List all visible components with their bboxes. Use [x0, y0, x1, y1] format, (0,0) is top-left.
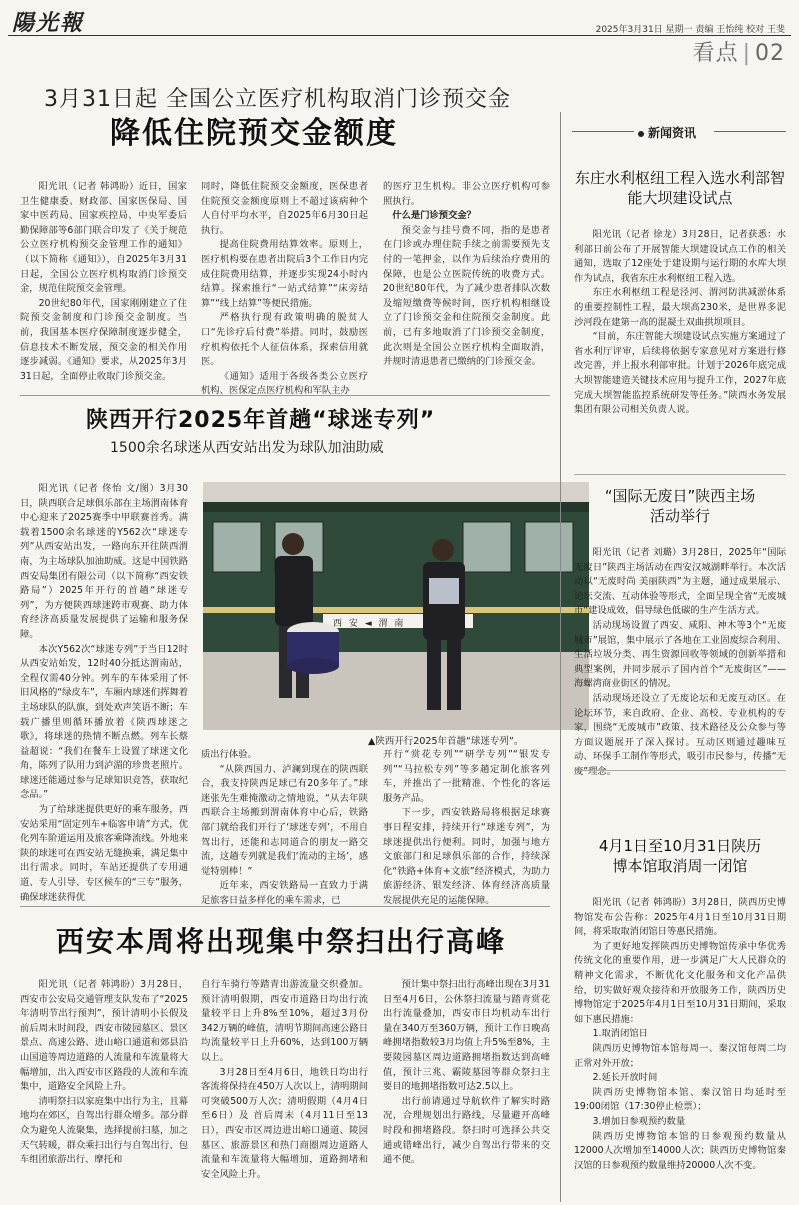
- story3-title: 西安本周将出现集中祭扫出行高峰: [56, 925, 507, 958]
- train-photo: [203, 482, 589, 730]
- story1-p1: 阳光讯（记者 韩鸿盼）近日，国家卫生健康委、财政部、国家医保局、国家中医药局、国家疾控局、中央军委后勤保障部等6部门联合印发了《关于规范公立医疗机构预交金管理工作的通知》（以下简称《通知》），自2025年3月31日起，全国公立医疗机构取消门诊预交金，规范住院预交金管理。: [20, 181, 187, 295]
- story2-p7: 开行“赏花专列”“研学专列”“银发专列”“马拉松专列”等多趟定制化旅客列车，并推出了一批精准、个性化的客运服务产品。: [383, 749, 550, 804]
- sidebar-a1-body: [574, 228, 786, 466]
- sidebar-a1-title: 东庄水利枢纽工程入选水利部智能大坝建设试点: [574, 169, 785, 207]
- newspaper-logo: 陽光報: [12, 10, 85, 36]
- train-photo-illustration: [203, 482, 589, 730]
- story3-col3: [383, 978, 550, 1198]
- sidebar-a2-p2: 活动现场设置了西安、咸阳、神木等3个“无废城市”展馆，集中展示了各地在工业固废综合利用、生活垃圾分类、再生资源回收等领域的创新举措和典型案例，并同步展示了国内首个“无废街区”——海螺湾商业街区的情况。: [574, 619, 786, 690]
- story1-p2: 20世纪80年代，国家刚刚建立了住院预交金制度和门诊预交金制度。当前，我国基本医疗保障制度逐步健全，信息技术不断发展，预交金的相关作用逐步减弱。《通知》要求，从2025年3月31日起，全面停止收取门诊预交金。: [20, 297, 187, 382]
- story2-col2: [201, 748, 368, 906]
- story1-col1: [20, 180, 187, 390]
- sidebar-a3-p8: 陕西历史博物馆本馆的日参观预约数量从12000人次增加至14000人次；陕西历史博物馆秦汉馆的日参观预约数量维持20000人次不变。: [574, 1130, 786, 1171]
- page-number: 02: [755, 41, 785, 66]
- sidebar-a3-p6: 陕西历史博物馆本馆、秦汉馆日均延时至19:00闭馆（17:30停止检票）；: [574, 1086, 786, 1113]
- sidebar-a3-p2: 为了更好地发挥陕西历史博物馆传承中华优秀传统文化的重要作用，进一步满足广大人民群众的精神文化需求，不断优化文化服务和文化产品供给，切实做好观众接待和开放服务工作，陕西历史博物馆定于2025年4月1日至10月31日期间，采取如下惠民措施：: [574, 940, 786, 1025]
- sidebar-a3-p3: 1.取消闭馆日: [592, 1028, 648, 1040]
- story2-subtitle: 1500余名球迷从西安站出发为球队加油助威: [110, 440, 384, 456]
- story1-subhead: 什么是门诊预交金？: [392, 210, 476, 222]
- story2-p5: “从陕西国力、泸澜到现在的陕西联合，我支持陕西足球已有20多年了。”球迷张先生难掩激动之情地说，“从去年陕西联合主场搬到渭南体育中心后，铁路部门就给我们开行了‘球迷专列’，不用自驾出行，还能和志同道合的朋友一路交流，这趟专列就是我们‘流动的主场’，感觉特别棒！”: [201, 763, 368, 877]
- bullet-icon: [638, 131, 644, 137]
- story3-col2: [201, 978, 368, 1198]
- story3-p2: 清明祭扫以家庭集中出行为主，且幕地均在郊区，自驾出行群众增多。部分群众为避免人流聚集，选择提前扫墓，加之天气转暖，群众乘扫出行与自驾出行、包车组团旅游出行、摩托和: [20, 1095, 188, 1166]
- story1-title: 降低住院预交金额度: [110, 116, 398, 151]
- sidebar-a3-title: 4月1日至10月31日陕历博本馆取消周一闭馆: [598, 837, 762, 875]
- sidebar-a3-body: [574, 896, 786, 1202]
- story3-p5: 预计集中祭扫出行高峰出现在3月31日至4月6日，公休祭扫流量与踏青赏花出行流量叠加，西安市日均机动车出行量在340万至360万辆，预计工作日晚高峰拥堵指数较3月均值上升5%至8%，主要陵园墓区周边道路拥堵指数达到高峰值，预计三兆、霸陵墓园等群众祭扫主要目的地拥堵指数可达2.5以上。: [383, 979, 550, 1093]
- story2-col3: [383, 748, 550, 906]
- story1-p5: 严格执行现有政策明确的脱贫人口“先诊疗后付费”举措。同时，鼓励医疗机构依托个人征信体系，探索信用就医。: [201, 312, 368, 368]
- story2-p1: 阳光讯（记者 佟怡 文/图）3月30日，陕西联合足球俱乐部在主场渭南体育中心迎来了2025赛季中甲联赛首秀。满载着1500余名球迷的Y562次“球迷专列”从西安站出发，一路向东开往陕西渭南，为主场球队加油助威。这是中国铁路西安局集团有限公司（以下简称“西安铁路局”）2025年开行的首趟“球迷专列”，为方便陕西球迷跨市观赛、助力体育经济高质量发展提供了运输和服务保障。: [20, 483, 188, 640]
- story1-p4: 提高住院费用结算效率。原则上，医疗机构要在患者出院后3个工作日内完成住院费用结算，并逐步实现24小时内结算。探索推行“一站式结算”“床旁结算”“线上结算”等便民措施。: [201, 239, 368, 309]
- story3-p4: 3月28日至4月6日，地铁日均出行客流将保持在450万人次以上，清明期间可突破500万人次；清明假期（4月4日至6日）及 首后周末（4月11日至13日），西安市区周边进出峪口通道、陵园墓区、旅游景区和热门商圈周边道路人流量和车流量将大幅增加，道路拥堵和安全风险上升。: [201, 1066, 368, 1180]
- story2-p6: 近年来，西安铁路局一直致力于满足旅客日益多样化的乘车需求，已: [201, 880, 368, 906]
- sidebar-a1-p3: “目前，东庄智能大坝建设试点实施方案通过了省水利厅评审，后续将依据专家意见对方案进行修改完善，并上报水利部审批。计划于2026年底完成大坝智能建造关键技术应用与提升工作，2027年底完成大坝智能监控系统研发等任务。”陕西水务发展集团有限公司相关负责人说。: [574, 331, 786, 416]
- sidebar-a3-p5: 2.延长开放时间: [592, 1072, 658, 1084]
- story2-col1: [20, 482, 188, 903]
- sidebar-a2-p1: 阳光讯（记者 刘璐）3月28日，2025年“国际无废日”陕西主场活动在西安汉城湖畔举行。本次活动以“无废时尚 美丽陕西”为主题，通过成果展示、论坛交流、互动体验等形式，全面呈现全省“无废城市”建设成效，倡导绿色低碳的生产生活方式。: [574, 547, 786, 617]
- story1-kicker: 3月31日起 全国公立医疗机构取消门诊预交金: [44, 87, 511, 112]
- story2-p2: 本次Y562次“球迷专列”于当日12时从西安站始发，12时40分抵达渭南站，全程仅需40分钟。列车的车体采用了怀旧风格的“绿皮车”，车厢内球迷们挥舞着主场球队的队旗，到处欢声笑语不断；车载广播里则循环播放着《陕西球迷之歌》，将球迷的热情不断点燃。列车长蔡益超说：“我们在餐车上设置了球迷文化角，陈列了队用力到泸湄的珍贵老照片。球迷还能通过参与足球知识竞答，获取纪念品。”: [20, 643, 188, 801]
- section-label: 看点 | 02: [692, 41, 785, 66]
- sidebar-label: 新闻资讯: [638, 124, 696, 141]
- story2-title: 陕西开行2025年首趟“球迷专列”: [86, 408, 436, 433]
- story3-p6: 出行前请通过导航软件了解实时路况，合理规划出行路线，尽量避开高峰时段和拥堵路段。祭扫时可选择公共交通或错峰出行，减少自驾出行带来的交通不便。: [383, 1095, 550, 1166]
- sidebar-a3-p4: 陕西历史博物馆本馆每周一、秦汉馆每周二均正常对外开放；: [574, 1042, 786, 1069]
- sidebar-a2-p3: 活动现场还设立了无废论坛和无废互动区。在论坛环节，来自政府、企业、高校、专业机构的专家，围绕“无废城市”政策、技术路径及公众参与等方面议题展开了深入探讨。互动区则通过趣味互动、环保手工制作等形式，吸引市民参与，传播“无废”理念。: [574, 692, 786, 777]
- story3-p3: 自行车骑行等踏青出游流量交织叠加。预计清明假期，西安市道路日均出行流量较平日上升8%至10%，超过3月份342万辆的峰值，清明节期间高速公路日均流量较平日上升60%，达到100万辆以上。: [201, 979, 368, 1063]
- story3-p1: 阳光讯（记者 韩鸿盼）3月28日，西安市公安局交通管理支队发布了“2025年清明节出行预判”，预计清明小长假及前后周末时间段，西安市陵园墓区、景区景点、高速公路、进山峪口通道和郊县沿山国道等周边道路的人流量和车流量将大幅增加，出入西安市区路段的人流和车流集中，道路安全风险上升。: [20, 979, 188, 1093]
- rule-story2: [20, 906, 550, 907]
- sidebar-rule-1: [574, 474, 786, 475]
- story1-col2: [201, 180, 368, 397]
- story2-p3: 为了给球迷提供更好的乘车服务，西安站采用“固定列车+临客申请”方式，优化列车阶道运用及旅客乘降流线。外地来陕的球迷可在西安站无缝换乘，满足集中出行需求。同时，车站还提供了专用通道、专人引导、专区候车的“三专”服务，确保球迷获得优: [20, 804, 188, 903]
- sidebar-a1-p1: 阳光讯（记者 徐龙）3月28日，记者获悉：水利部日前公布了开展智能大坝建设试点工作的相关通知，选取了12座处于建设期与运行期的水库大坝作为试点，我省东庄水利枢纽工程入选。: [574, 229, 786, 284]
- story2-p8: 下一步，西安铁路局将根据足球赛事日程安排，持续开行“球迷专列”，为球迷提供出行便利。同时，加强与地方文旅部门和足球俱乐部的合作，持续深化“铁路+体育+文旅”经济模式，为助力旅游经济、银发经济、体育经济高质量发展提供充足的运能保障。: [383, 807, 550, 906]
- story1-p8: 预交金与挂号费不同，指的是患者在门诊或办理住院手续之前需要预先支付的一笔押金，以作为后续治疗费用的保障，也是公立医院传统的收费方式。20世纪80年代，为了减少患者排队次数及缩短缴费等候时间，医疗机构相继设立了门诊预交金和住院预交金制度。此前，已有多地取消了门诊预交金制度，此次则是全国公立医疗机构全面取消，并规时清退患者已缴纳的门诊预交金。: [383, 224, 550, 368]
- rule-story1: [20, 395, 550, 396]
- story1-col3: [383, 180, 550, 390]
- sidebar-divider: [560, 112, 561, 1202]
- photo-caption: ▲陕西开行2025年首趟“球迷专列”。: [368, 736, 524, 747]
- story1-p3: 同时，降低住院预交金额度，医保患者住院预交金额度原则上不超过该病种个人自付平均水平，自2025年6月30日起执行。: [201, 181, 368, 236]
- sidebar-a1-p2: 东庄水利枢纽工程是泾河、渭河防洪减淤体系的重要控制性工程，最大坝高230米，是世界多泥沙河段在建第一高的混凝土双曲拱坝项目。: [574, 287, 786, 328]
- header-rule: [8, 35, 791, 36]
- story1-p7: 的医疗卫生机构。非公立医疗机构可参照执行。: [383, 181, 550, 207]
- sidebar-a3-p7: 3.增加日参观预约数量: [592, 1115, 686, 1127]
- section-name: 看点: [692, 41, 739, 66]
- sidebar-a2-body: [574, 546, 786, 777]
- story2-p4: 质出行体验。: [201, 749, 257, 760]
- train-sign: 西 安 ◄ 渭 南: [333, 619, 406, 629]
- sidebar-rule-2: [574, 770, 786, 771]
- story3-col1: [20, 978, 188, 1198]
- story1-p6: 《通知》适用于各级各类公立医疗机构、医保定点医疗机构和军队主办: [201, 370, 368, 397]
- issue-meta: 2025年3月31日 星期一 责编 王怡纯 校对 王斐: [595, 25, 785, 35]
- sidebar-a2-title: “国际无废日”陕西主场活动举行: [604, 487, 756, 525]
- sidebar-a3-p1: 阳光讯（记者 韩鸿盼）3月28日，陕西历史博物馆发布公告称：2025年4月1日至10月31日期间，将采取取消闭馆日等惠民措施。: [574, 897, 786, 938]
